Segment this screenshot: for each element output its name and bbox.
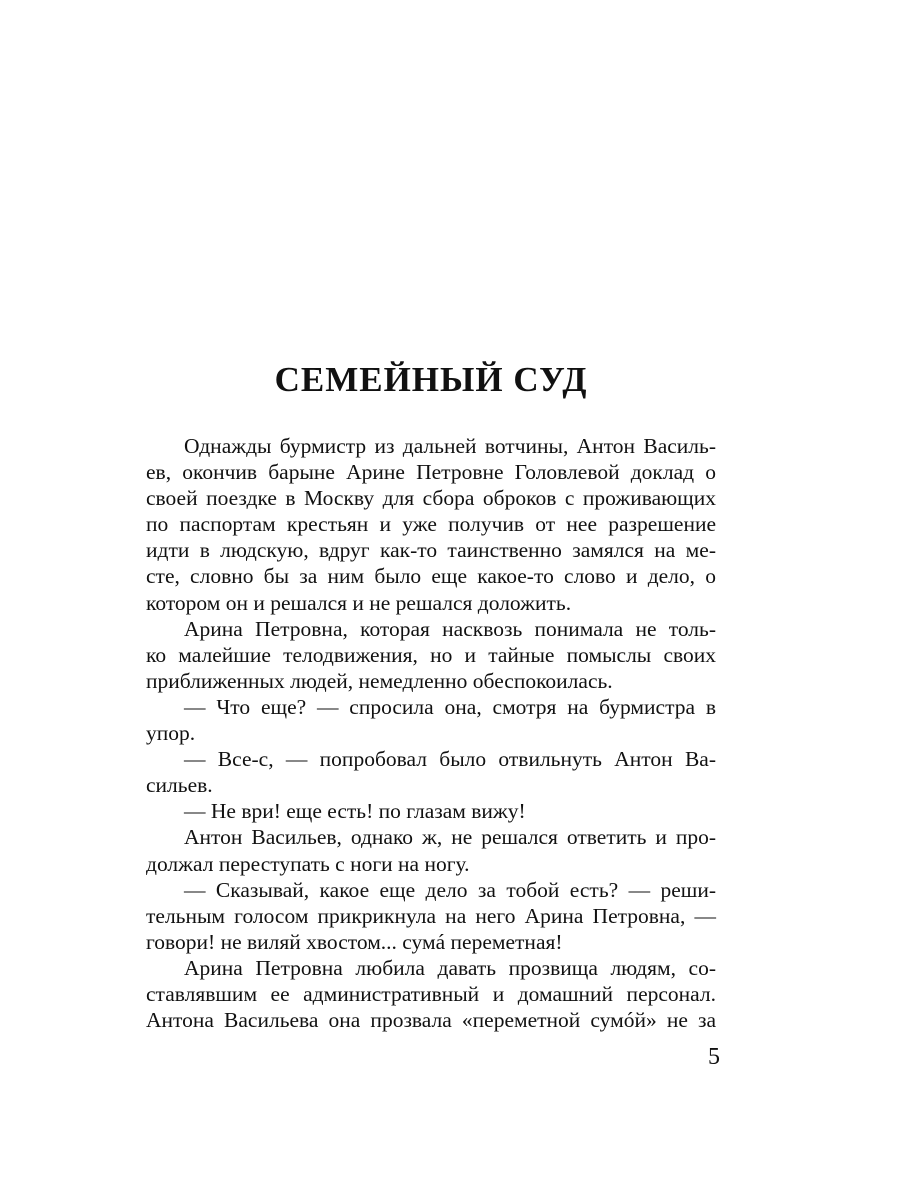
text-line: Однажды бурмистр из дальней вотчины, Антон Василь- xyxy=(184,434,716,458)
text-line: по паспортам крестьян и уже получив от нее разрешение xyxy=(146,512,716,537)
text-line: тельным голосом прикрикнула на него Арина Петровна, — xyxy=(146,903,716,928)
text-line: Арина Петровна любила давать прозвища людям, со- xyxy=(184,955,716,980)
text-line: ко малейшие телодвижения, но и тайные помыслы своих xyxy=(146,642,716,667)
text-line: своей поездке в Москву для сбора оброков с проживающих xyxy=(146,486,716,511)
text-line: — Все-с, — попробовал было отвильнуть Антон Ва- xyxy=(184,747,716,772)
text-line: ев, окончив барыне Арине Петровне Головлевой доклад о xyxy=(146,460,716,485)
text-line: должал переступать с ноги на ногу. xyxy=(146,851,470,876)
text-line: ставлявшим ее административный и домашний персонал. xyxy=(146,981,716,1006)
text-line: — Не ври! еще есть! по глазам вижу! xyxy=(184,799,526,824)
text-line: приближенных людей, немедленно обеспокоилась. xyxy=(146,668,613,693)
text-line: котором он и решался и не решался доложить. xyxy=(146,590,572,615)
text-line: Антона Васильева она прозвала «переметной сумóй» не за xyxy=(146,1008,716,1033)
text-line: сильев. xyxy=(146,773,213,798)
text-line: идти в людскую, вдруг как-то таинственно замялся на ме- xyxy=(146,538,716,563)
page-number: 5 xyxy=(708,1044,720,1070)
text-line: — Сказывай, какое еще дело за тобой есть? — реши- xyxy=(184,877,716,902)
text-line: Антон Васильев, однако ж, не решался ответить и про- xyxy=(184,825,716,850)
body-text xyxy=(146,433,716,1033)
chapter-title: СЕМЕЙНЫЙ СУД xyxy=(274,360,588,399)
text-line: упор. xyxy=(146,721,196,746)
text-line: говори! не виляй хвостом... сумá переметная! xyxy=(146,929,563,954)
text-line: — Что еще? — спросила она, смотря на бурмистра в xyxy=(184,694,716,719)
text-line: сте, словно бы за ним было еще какое-то слово и дело, о xyxy=(146,564,716,589)
text-line: Арина Петровна, которая насквозь понимала не толь- xyxy=(184,616,716,641)
